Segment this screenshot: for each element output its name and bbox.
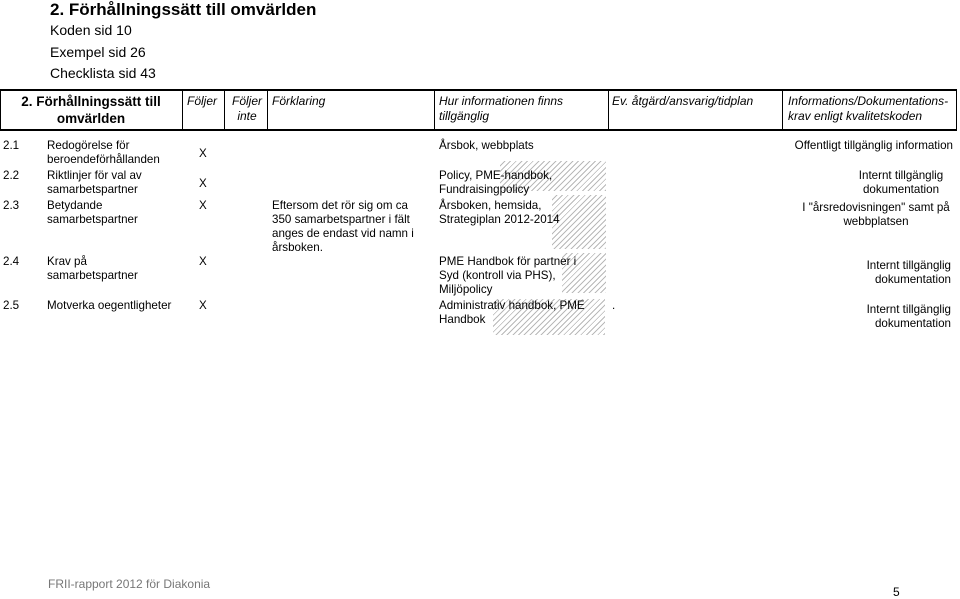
follows-mark: X <box>199 255 207 268</box>
section-title: 2. Förhållningssätt till omvärlden <box>50 0 317 19</box>
table-row: 2.3 Betydande samarbetspartner <box>3 199 138 226</box>
availability-cell: Administrativ handbok, PME Handbok <box>439 299 585 326</box>
action-cell: . <box>612 299 616 312</box>
requirement-cell: Internt tillgänglig dokumentation <box>866 259 951 286</box>
requirement-cell: Offentligt tillgänglig information <box>794 139 953 152</box>
follows-mark: X <box>199 299 207 312</box>
follows-mark: X <box>199 177 207 190</box>
header-section: 2. Förhållningssätt till omvärlden <box>21 94 161 126</box>
report-footer: FRII-rapport 2012 för Diakonia <box>48 577 211 591</box>
requirement-cell: Internt tillgänglig dokumentation <box>858 169 944 196</box>
explanation-cell: Eftersom det rör sig om ca 350 samarbetspartner i fält anges de endast vid namn i årsboken. <box>272 199 414 254</box>
reference-line: Koden sid 10 <box>50 22 132 38</box>
table-header <box>0 89 957 131</box>
header-not-follows: Följer inte <box>231 94 262 123</box>
availability-cell: Årsbok, webbplats <box>439 139 534 152</box>
table-row: 2.2 Riktlinjer för val av samarbetspartner <box>3 169 142 196</box>
header-action: Ev. åtgärd/ansvarig/tidplan <box>612 94 754 108</box>
compliance-table <box>0 89 957 341</box>
table-row: 2.5 Motverka oegentligheter <box>3 299 172 312</box>
table-row: 2.4 Krav på samarbetspartner <box>3 255 138 282</box>
header-requirement: Informations/Dokumentations-krav enligt kvalitetskoden <box>788 94 949 123</box>
follows-mark: X <box>199 199 207 212</box>
reference-line: Exempel sid 26 <box>50 43 146 60</box>
requirement-cell: I "årsredovisningen" samt på webbplatsen <box>802 201 950 228</box>
page-number: 5 <box>893 585 900 599</box>
table-body <box>0 131 957 341</box>
requirement-cell: Internt tillgänglig dokumentation <box>866 303 951 330</box>
header-follows: Följer <box>187 94 218 108</box>
follows-mark: X <box>199 147 207 160</box>
availability-cell: Policy, PME-handbok, Fundraisingpolicy <box>439 169 553 196</box>
page-heading <box>50 0 316 85</box>
header-availability: Hur informationen finns tillgänglig <box>439 94 564 123</box>
header-explanation: Förklaring <box>272 94 326 108</box>
table-row: 2.1 Redogörelse för beroendeförhållanden <box>3 139 160 166</box>
availability-cell: PME Handbok för partner i Syd (kontroll via PHS), Miljöpolicy <box>439 255 577 296</box>
reference-line: Checklista sid 43 <box>50 65 156 81</box>
availability-cell: Årsboken, hemsida, Strategiplan 2012-2014 <box>439 199 560 226</box>
